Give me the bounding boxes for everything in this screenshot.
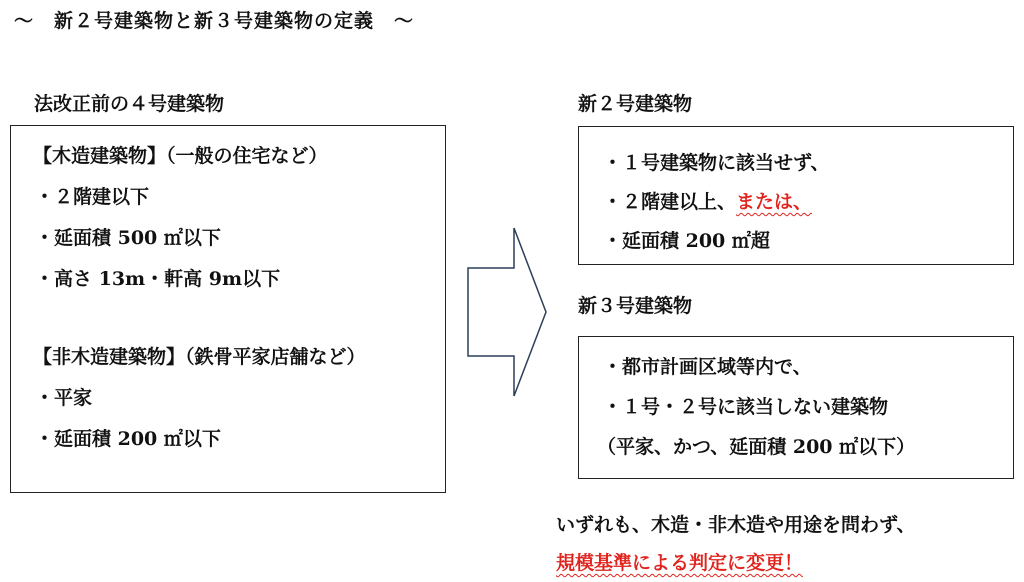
nonwooden-category-title: 【非木造建築物】（鉄骨平家店舗など） bbox=[33, 346, 366, 368]
new2-box bbox=[578, 126, 1014, 265]
wooden-height: ・高さ 13m・軒高 9m以下 bbox=[35, 268, 281, 290]
nonwooden-floors: ・平家 bbox=[35, 387, 93, 409]
new2-heading: 新２号建築物 bbox=[578, 93, 693, 115]
wooden-category-title: 【木造建築物】（一般の住宅など） bbox=[33, 145, 328, 167]
nonwooden-floor-area: ・延面積 200 ㎡以下 bbox=[35, 428, 221, 450]
summary-line-2: 規模基準による判定に変更！ bbox=[556, 552, 804, 574]
old-category4-box bbox=[10, 125, 446, 493]
left-heading: 法改正前の４号建築物 bbox=[34, 93, 225, 115]
new3-box bbox=[578, 336, 1014, 479]
new2-line-2 bbox=[603, 187, 812, 214]
new2-or-highlight: または、 bbox=[736, 191, 813, 213]
new3-line-2: ・１号・２号に該当しない建築物 bbox=[603, 396, 889, 418]
wooden-floors: ・２階建以下 bbox=[35, 186, 150, 208]
new3-line-3: （平家、かつ、延面積 200 ㎡以下） bbox=[597, 436, 916, 458]
new2-line-2-text: ・２階建以上、 bbox=[603, 191, 737, 213]
wooden-floor-area: ・延面積 500 ㎡以下 bbox=[35, 227, 221, 249]
new3-line-1: ・都市計画区域等内で、 bbox=[603, 356, 812, 378]
right-arrow-icon bbox=[466, 226, 552, 398]
new2-line-3: ・延面積 200 ㎡超 bbox=[603, 230, 770, 252]
page-title: ～ 新２号建築物と新３号建築物の定義 ～ bbox=[14, 10, 415, 32]
new3-heading: 新３号建築物 bbox=[578, 295, 693, 317]
summary-line-1: いずれも、木造・非木造や用途を問わず、 bbox=[556, 514, 916, 536]
new2-line-1: ・１号建築物に該当せず、 bbox=[603, 152, 830, 174]
